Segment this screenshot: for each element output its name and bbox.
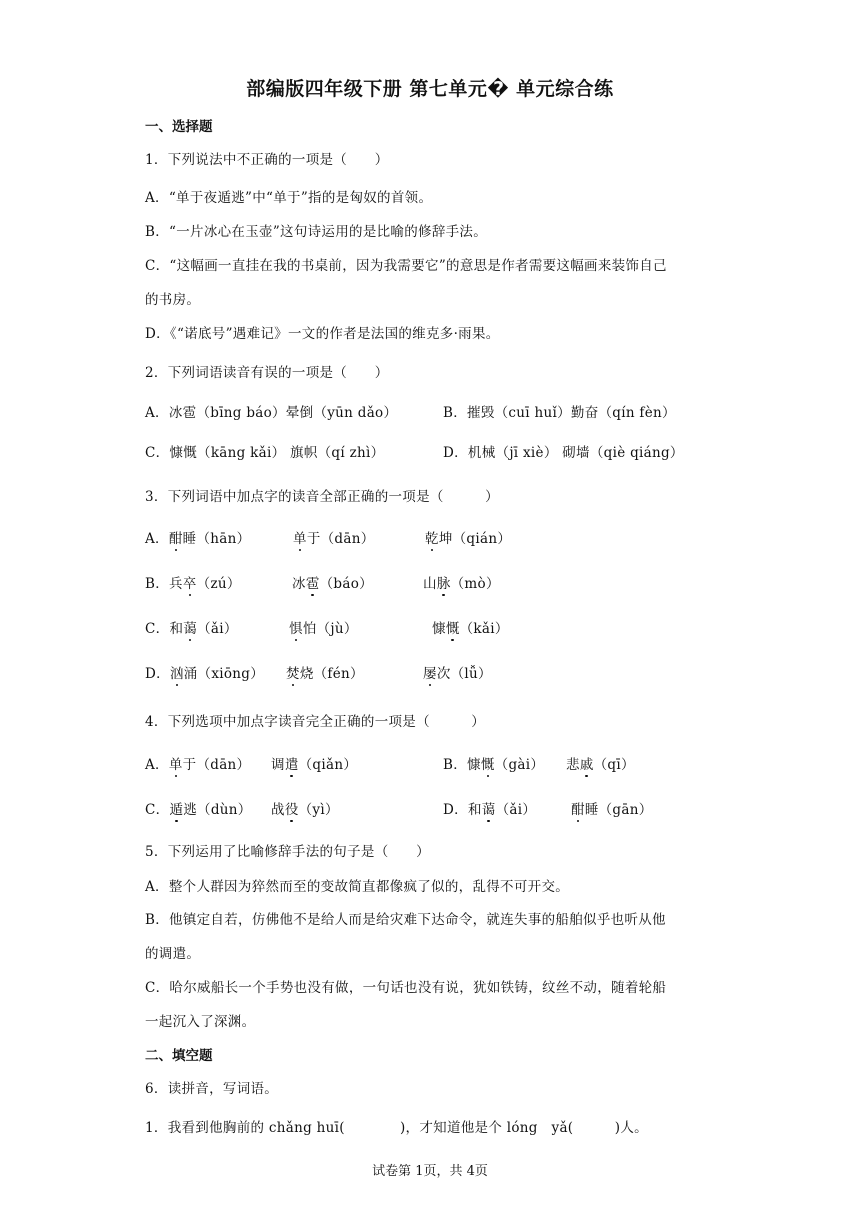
word-text: 慷 [467, 757, 481, 773]
dotted-char: 酣 [169, 527, 183, 547]
word-text: 冰 [292, 576, 306, 592]
word-text: 兵 [169, 576, 183, 592]
question-5-option-b-cont: 的调遣。 [145, 946, 201, 962]
question-4-option-d [443, 798, 536, 818]
question-5-stem: 5．下列运用了比喻修辞手法的句子是（ ） [145, 844, 430, 860]
dotted-char: 戚 [580, 753, 594, 773]
word-text: 战 [271, 802, 285, 818]
word-text: 于（dān） [306, 531, 375, 547]
option-label: A． [145, 531, 169, 547]
question-2-stem: 2．下列词语读音有误的一项是（ ） [145, 365, 389, 381]
word-text: 睡（hān） [182, 531, 251, 547]
question-1-option-d: D．《“诺底号”遇难记》一文的作者是法国的维克多·雨果。 [145, 326, 500, 342]
dotted-char: 雹 [306, 572, 320, 592]
dotted-char: 焚 [286, 662, 300, 682]
option-label: A． [145, 757, 169, 773]
dotted-char: 单 [169, 753, 183, 773]
question-4-option-c-word2 [271, 798, 339, 818]
section-heading-choice: 一、选择题 [145, 119, 213, 135]
question-3-option-c-word2 [289, 617, 358, 637]
question-1-option-a: A．“单于夜遁逃”中“单于”指的是匈奴的首领。 [145, 190, 433, 206]
question-3-option-a [145, 527, 250, 547]
question-3-option-b-word3 [423, 572, 500, 592]
question-3-option-a-word3 [425, 527, 511, 547]
question-2-option-b: B．摧毁（cuī huǐ）勤奋（qín fèn） [443, 405, 676, 421]
question-4-option-a-word2 [271, 753, 357, 773]
question-5-option-b: B．他镇定自若，仿佛他不是给人而是给灾难下达命令，就连失事的船舶似乎也听从他 [145, 912, 666, 928]
word-text: （báo） [319, 576, 373, 592]
dotted-char: 慨 [446, 617, 460, 637]
dotted-char: 遁 [169, 798, 183, 818]
question-3-option-b-word2 [292, 572, 373, 592]
question-5-option-c-cont: 一起沉入了深渊。 [145, 1014, 256, 1030]
dotted-char: 酣 [571, 798, 585, 818]
word-text: （zú） [196, 576, 241, 592]
word-text: 调 [271, 757, 285, 773]
question-3-option-c-word3 [432, 617, 509, 637]
option-label: B． [145, 576, 170, 592]
question-4-option-b [443, 753, 544, 773]
word-text: 和 [467, 802, 482, 818]
dotted-char: 汹 [170, 662, 184, 682]
word-text: （gài） [494, 757, 545, 773]
question-2-option-a: A．冰雹（bīng báo）晕倒（yūn dǎo） [145, 405, 398, 421]
question-3-option-d-word3 [423, 662, 492, 682]
dotted-char: 乾 [425, 527, 439, 547]
dotted-char: 单 [293, 527, 307, 547]
dotted-char: 屡 [423, 662, 437, 682]
word-text: 山 [423, 576, 437, 592]
dotted-char: 役 [285, 798, 299, 818]
question-3-option-a-word2 [293, 527, 375, 547]
word-text: 于（dān） [182, 757, 251, 773]
question-3-option-d [145, 662, 264, 682]
dotted-char: 慨 [481, 753, 495, 773]
word-text: （qī） [593, 757, 635, 773]
dotted-char: 卒 [183, 572, 197, 592]
dotted-char: 脉 [437, 572, 451, 592]
word-text: （qiǎn） [298, 757, 358, 773]
question-5-option-c: C．哈尔威船长一个手势也没有做，一句话也没有说，犹如铁铸，纹丝不动，随着轮船 [145, 980, 667, 996]
option-label: B． [443, 757, 468, 773]
option-label: C． [145, 802, 170, 818]
question-1-option-c-cont: 的书房。 [145, 292, 201, 308]
word-text: （mò） [450, 576, 500, 592]
question-6-stem: 6．读拼音，写词语。 [145, 1081, 279, 1097]
word-text: 坤（qián） [438, 531, 512, 547]
word-text: 次（lǚ） [436, 666, 492, 682]
word-text: 怕（jù） [302, 621, 358, 637]
question-6-sub-1: 1．我看到他胸前的 chǎng huī( )，才知道他是个 lóng yǎ( )人。 [145, 1120, 648, 1136]
question-4-option-d-word2 [571, 798, 653, 818]
page-title: 部编版四年级下册 第七单元� 单元综合练 [246, 78, 614, 100]
question-4-option-b-word2 [566, 753, 635, 773]
word-text: 逃（dùn） [183, 802, 252, 818]
dotted-char: 蔼 [482, 798, 496, 818]
dotted-char: 蔼 [183, 617, 197, 637]
page-footer: 试卷第 1页，共 4页 [372, 1164, 488, 1179]
question-1-option-c: C．“这幅画一直挂在我的书桌前，因为我需要它”的意思是作者需要这幅画来装饰自己 [145, 258, 667, 274]
question-4-option-c [145, 798, 252, 818]
word-text: 烧（fén） [299, 666, 364, 682]
question-4-option-a [145, 753, 250, 773]
question-3-option-d-word2 [286, 662, 364, 682]
question-3-stem: 3．下列词语中加点字的读音全部正确的一项是（ ） [145, 489, 499, 505]
section-heading-fill: 二、填空题 [145, 1048, 213, 1064]
question-5-option-a: A．整个人群因为猝然而至的变故简直都像疯了似的，乱得不可开交。 [145, 879, 570, 895]
question-1-option-b: B．“一片冰心在玉壶”这句诗运用的是比喻的修辞手法。 [145, 224, 488, 240]
dotted-char: 惧 [289, 617, 303, 637]
word-text: 慷 [432, 621, 446, 637]
word-text: （ǎi） [495, 802, 537, 818]
word-text: （ǎi） [197, 621, 238, 637]
question-1-stem: 1．下列说法中不正确的一项是（ ） [145, 152, 389, 168]
word-text: 涌（xiōng） [183, 666, 265, 682]
question-2-option-d: D．机械（jī xiè） 砌墙（qiè qiáng） [443, 445, 684, 461]
word-text: （kǎi） [459, 621, 509, 637]
option-label: D． [145, 666, 170, 682]
word-text: 睡（gān） [584, 802, 653, 818]
question-3-option-b [145, 572, 241, 592]
question-2-option-c: C．慷慨（kāng kǎi） 旗帜（qí zhì） [145, 445, 385, 461]
word-text: （yì） [298, 802, 339, 818]
word-text: 和 [169, 621, 184, 637]
question-4-stem: 4．下列选项中加点字读音完全正确的一项是（ ） [145, 714, 486, 730]
question-3-option-c [145, 617, 238, 637]
word-text: 悲 [566, 757, 580, 773]
option-label: C． [145, 621, 170, 637]
dotted-char: 遣 [285, 753, 299, 773]
option-label: D． [443, 802, 468, 818]
